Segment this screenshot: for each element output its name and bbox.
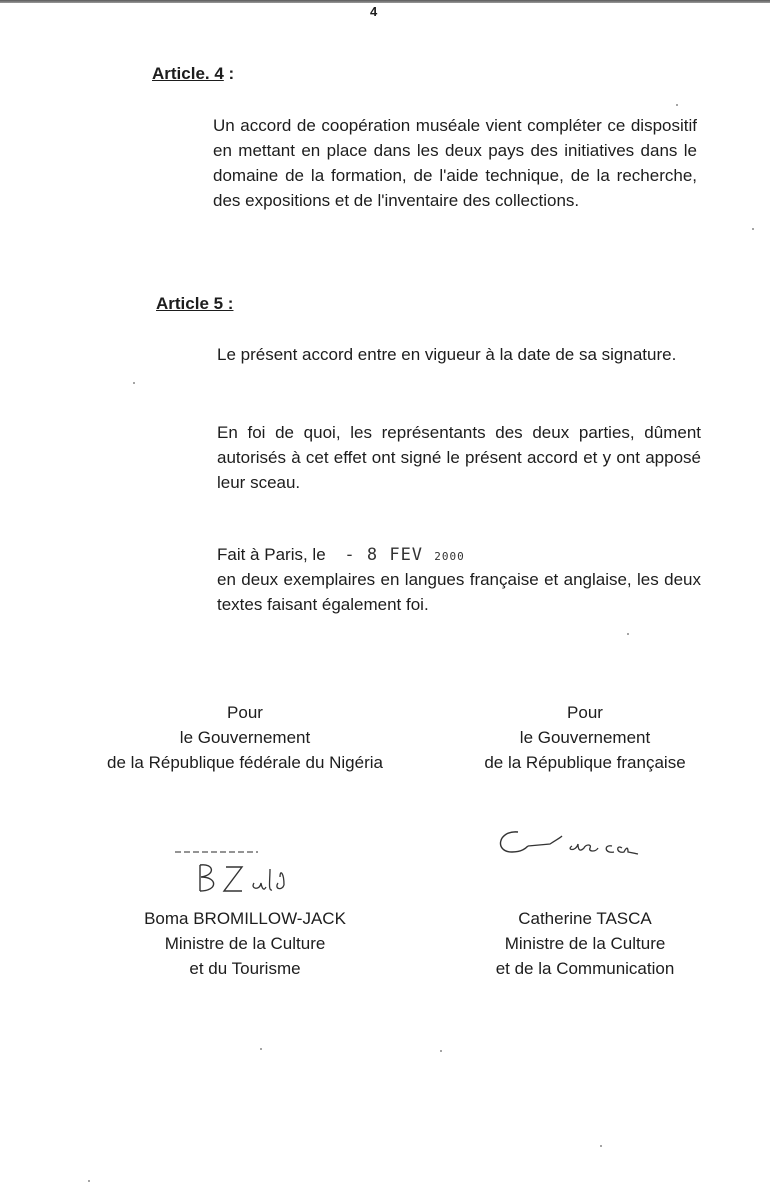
done-at-label: Fait à Paris, le	[217, 545, 326, 564]
scan-speck	[752, 228, 754, 230]
nigeria-minister-block	[60, 906, 430, 981]
article-5-title: Article 5 :	[156, 294, 234, 313]
france-government: le Gouvernement	[519, 728, 651, 747]
article-4-text: Un accord de coopération muséale vient compléter ce dispositif en mettant en place dans les deux pays des initiatives dans le domaine de la formation, de l'aide technique, de la recherche, des expositions et de l'inventaire des collections.	[213, 116, 697, 210]
france-republic: de la République française	[484, 753, 686, 772]
page-number: 4	[370, 4, 378, 19]
article-5-copies: en deux exemplaires en langues française et anglaise, les deux textes faisant également foi.	[217, 570, 701, 614]
scan-speck	[440, 1050, 442, 1052]
scan-speck	[88, 1180, 90, 1182]
date-stamp-year: 2000	[434, 550, 465, 563]
scan-top-edge	[0, 0, 770, 3]
nigeria-minister-name: Boma BROMILLOW-JACK	[144, 909, 346, 928]
scan-speck	[260, 1048, 262, 1050]
scan-speck	[600, 1145, 602, 1147]
nigeria-government-block	[60, 700, 430, 775]
nigeria-government: le Gouvernement	[179, 728, 311, 747]
article-4-title: Article. 4	[152, 64, 224, 83]
date-stamp	[344, 545, 464, 565]
nigeria-minister-signature	[170, 845, 330, 900]
france-pour: Pour	[567, 703, 603, 722]
france-minister-title: Ministre de la Culture	[504, 934, 666, 953]
france-minister-signature	[488, 822, 688, 867]
france-minister-name: Catherine TASCA	[518, 909, 652, 928]
nigeria-pour: Pour	[227, 703, 263, 722]
article-4-heading	[152, 64, 234, 84]
article-5-heading	[156, 294, 233, 314]
nigeria-republic: de la République fédérale du Nigéria	[107, 753, 383, 772]
scan-speck	[133, 382, 135, 384]
nigeria-minister-title: Ministre de la Culture	[164, 934, 326, 953]
article-5-entry-into-force: Le présent accord entre en vigueur à la date de sa signature.	[217, 345, 677, 364]
france-minister-title-2: et de la Communication	[495, 959, 675, 978]
scan-speck	[676, 104, 678, 106]
france-minister-block	[450, 906, 720, 981]
article-5-in-witness: En foi de quoi, les représentants des deux parties, dûment autorisés à cet effet ont signé le présent accord et y ont apposé leur sceau.	[217, 423, 701, 492]
nigeria-minister-title-2: et du Tourisme	[189, 959, 301, 978]
date-stamp-day: - 8 FEV	[344, 545, 424, 565]
france-government-block	[450, 700, 720, 775]
scan-speck	[627, 633, 629, 635]
article-4-colon: :	[228, 64, 235, 83]
done-at-line	[217, 542, 465, 569]
